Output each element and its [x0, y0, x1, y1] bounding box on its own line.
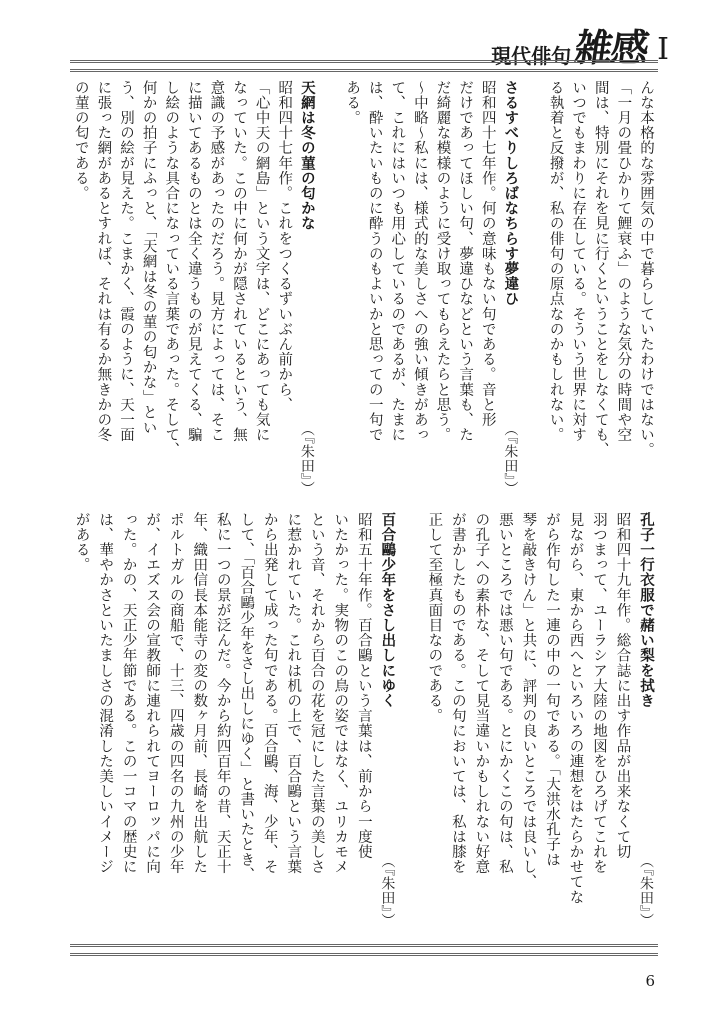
text-line: し絵のような具合になっている言葉であった。そして、 — [163, 80, 180, 458]
haiku-title: 孔子一行衣服で赭い梨を拭き — [638, 512, 654, 709]
text-line: 私に一つの景が泛んだ。今から約四百年の昔、天正十 — [214, 512, 231, 875]
header-series: 現代俳句 — [491, 44, 572, 68]
text-line: いたかった。実物のこの鳥の姿ではなく、ユリカモメ — [332, 512, 349, 875]
text-line: 正して至極真面目なのである。 — [426, 512, 443, 724]
text-line: がある。 — [73, 512, 90, 573]
text-line: いつでもまわりに存在している。そういう世界に対す — [570, 80, 587, 443]
entry-heading — [296, 80, 319, 496]
text-line: 何かの拍子にふっと、「天網は冬の菫の匂かな」とい — [140, 80, 157, 436]
haiku-title: 百合鷗少年をさし出しにゆく — [379, 512, 396, 709]
text-line: 琴を敲きけん」と共に、評判の良いところでは良いし、 — [520, 512, 537, 890]
text-line: 昭和四十九年作。総合誌に出す作品が出来なくて切 — [614, 512, 631, 860]
top-section — [70, 80, 658, 500]
haiku-title: さるすべりしろばなちらす夢違ひ — [502, 80, 519, 307]
haiku-source: （『朱田』） — [638, 854, 654, 928]
bottom-section — [70, 512, 658, 932]
text-line: 昭和五十年作。百合鷗という言葉は、前から一度使 — [355, 512, 372, 860]
text-line: 羽つまって、ユーラシア大陸の地図をひろげてこれを — [590, 512, 607, 875]
haiku-source: （『朱田』） — [502, 422, 519, 496]
text-line: 見ながら、東から西へといろいろの連想をはたらかせてな — [567, 512, 584, 905]
text-line: から出発して成った句である。百合鷗、海、少年、そ — [261, 512, 278, 875]
text-line: なっていた。この中に何かが隠されているという、無 — [231, 80, 248, 443]
text-line: に描いてあるものとは全く違うものが見えてくる、騙 — [185, 80, 202, 443]
haiku-title: 天網は冬の菫の匂かな — [298, 80, 315, 231]
text-line: て、これにはいつも用心しているのであるが、たまに — [389, 80, 406, 443]
entry-heading — [634, 512, 658, 928]
bottom-rule — [70, 944, 658, 956]
text-line: う、別の絵が見えた。こまかく、霞のように、天一面 — [117, 80, 134, 443]
text-line: んな本格的な雰囲気の中で暮らしていたわけではない。 — [638, 80, 654, 458]
text-line: の孔子への素朴な、そして見当違いかもしれない好意 — [473, 512, 490, 875]
text-line: ポルトガルの商船で、十三、四歳の四名の九州の少年 — [167, 512, 184, 875]
text-line: ある。 — [344, 80, 361, 126]
text-line: に惹かれていた。これは机の上で、百合鷗という言葉 — [285, 512, 302, 875]
text-line: 「一月の畳ひかりて鯉衰ふ」のような気分の時間や空 — [615, 80, 632, 443]
text-line: 昭和四十七年作。何の意味もない句である。音と形 — [479, 80, 496, 428]
text-line: という音、それから百合の花を冠にした言葉の美しさ — [308, 512, 325, 875]
text-line: がら作句した一連の中の一句である。「大洪水孔子は — [543, 512, 560, 868]
text-line: 〜中略〜私には、様式的な美しさへの強い傾きがあっ — [411, 80, 428, 443]
header-volume: I — [657, 32, 669, 67]
text-line: して、「百合鷗少年をさし出しにゆく」と書いたとき、 — [238, 512, 255, 883]
page-number: 6 — [645, 972, 655, 990]
top-rule — [70, 60, 658, 72]
text-line: 昭和四十七年作。これをつくるずいぶん前から、 — [276, 80, 293, 413]
entry-heading — [500, 80, 523, 496]
text-line: が、イエズス会の宣教師に連れられてヨーロッパに向 — [144, 512, 161, 875]
text-line: は、酔いたいものに酔うのもよいかと思っての一句で — [366, 80, 383, 443]
text-line: は、華やかさといたましさの混淆した美しいイメージ — [97, 512, 114, 875]
text-line: った。かの、天正少年節である。この一コマの歴史に — [120, 512, 137, 875]
text-line: だ綺麗な模様のように受け取ってもらえたらと思う。 — [434, 80, 451, 443]
text-line: の菫の匂である。 — [72, 80, 89, 201]
haiku-source: （『朱田』） — [298, 422, 315, 496]
text-line: 悪いところでは悪い句である。とにかくこの句は、私 — [496, 512, 513, 875]
text-line: 年、織田信長本能寺の変の数ヶ月前、長崎を出航した — [191, 512, 208, 875]
text-line: 意識の予感があったのだろう。見方によっては、そこ — [208, 80, 225, 443]
text-line: だけであってほしい句、夢違ひなどという言葉も、た — [457, 80, 474, 443]
header-title: 雑感 — [572, 26, 651, 70]
text-line: る執着と反撥が、私の俳句の原点なのかもしれない。 — [547, 80, 564, 443]
text-line: 間は、特別にそれを見に行くということをしなくても、 — [592, 80, 609, 458]
text-line: に張った網があるとすれば、それは有るか無きかの冬 — [95, 80, 112, 443]
haiku-source: （『朱田』） — [379, 854, 396, 928]
text-line: 「心中天の網島」という文字は、どこにあっても気に — [253, 80, 270, 443]
text-line: が書かしたものである。この句においては、私は膝を — [449, 512, 466, 875]
entry-heading — [376, 512, 400, 928]
